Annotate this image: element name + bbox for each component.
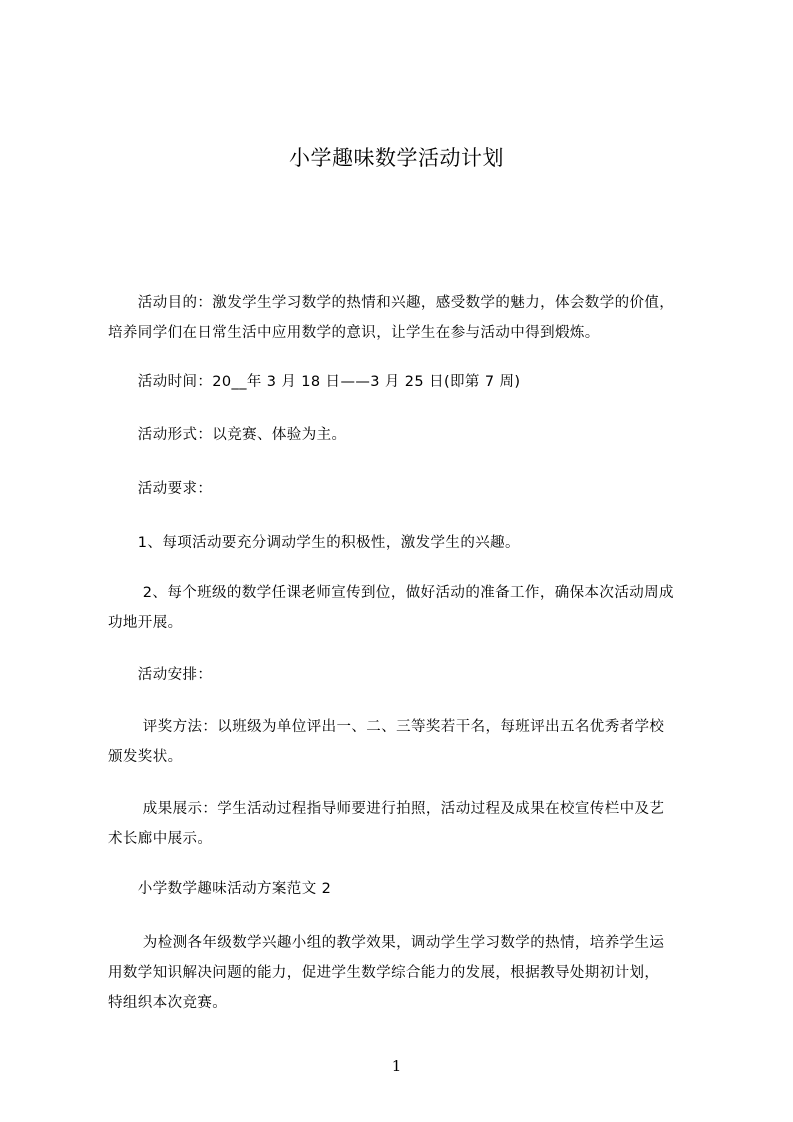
paragraph-time bbox=[108, 367, 708, 397]
paragraph-line: 1、每项活动要充分调动学生的积极性，激发学生的兴趣。 bbox=[108, 535, 520, 551]
paragraph-competition-intro bbox=[108, 928, 708, 1018]
page-number: 1 bbox=[391, 1057, 402, 1075]
document-title: 小学趣味数学活动计划 bbox=[289, 146, 504, 170]
paragraph-requirements-heading bbox=[108, 474, 708, 504]
paragraph-purpose bbox=[108, 288, 708, 348]
paragraph-form bbox=[108, 420, 708, 450]
paragraph-line: 评奖方法：以班级为单位评出一、二、三等奖若干名，每班评出五名优秀者学校 bbox=[108, 719, 665, 735]
paragraph-line: 活动目的：激发学生学习数学的热情和兴趣，感受数学的魅力，体会数学的价值， bbox=[108, 295, 675, 311]
paragraph-line: 活动形式：以竞赛、体验为主。 bbox=[108, 427, 347, 443]
paragraph-line: 为检测各年级数学兴趣小组的教学效果，调动学生学习数学的热情，培养学生运 bbox=[108, 935, 665, 951]
paragraph-section-heading-2 bbox=[108, 874, 708, 904]
paragraph-requirement-2 bbox=[108, 578, 708, 638]
paragraph-line: 活动时间：20__年 3 月 18 日——3 月 25 日(即第 7 周) bbox=[108, 374, 521, 390]
paragraph-line: 成果展示：学生活动过程指导师要进行拍照，活动过程及成果在校宣传栏中及艺 bbox=[108, 801, 665, 817]
paragraph-line: 小学数学趣味活动方案范文 2 bbox=[108, 881, 332, 897]
paragraph-line: 活动安排： bbox=[108, 667, 213, 683]
paragraph-line: 术长廊中展示。 bbox=[108, 831, 213, 847]
paragraph-line: 活动要求： bbox=[108, 481, 213, 497]
paragraph-requirement-1 bbox=[108, 528, 708, 558]
paragraph-line: 用数学知识解决问题的能力，促进学生数学综合能力的发展，根据教导处期初计划， bbox=[108, 965, 660, 981]
paragraph-award-method bbox=[108, 712, 708, 772]
paragraph-line: 功地开展。 bbox=[108, 615, 183, 631]
paragraph-results-display bbox=[108, 794, 708, 854]
paragraph-arrangement-heading bbox=[108, 660, 708, 690]
paragraph-line: 特组织本次竞赛。 bbox=[108, 995, 228, 1011]
paragraph-line: 培养同学们在日常生活中应用数学的意识，让学生在参与活动中得到煅炼。 bbox=[108, 325, 600, 341]
paragraph-line: 颁发奖状。 bbox=[108, 749, 183, 765]
paragraph-line: 2、每个班级的数学任课老师宣传到位，做好活动的准备工作，确保本次活动周成 bbox=[108, 585, 674, 601]
